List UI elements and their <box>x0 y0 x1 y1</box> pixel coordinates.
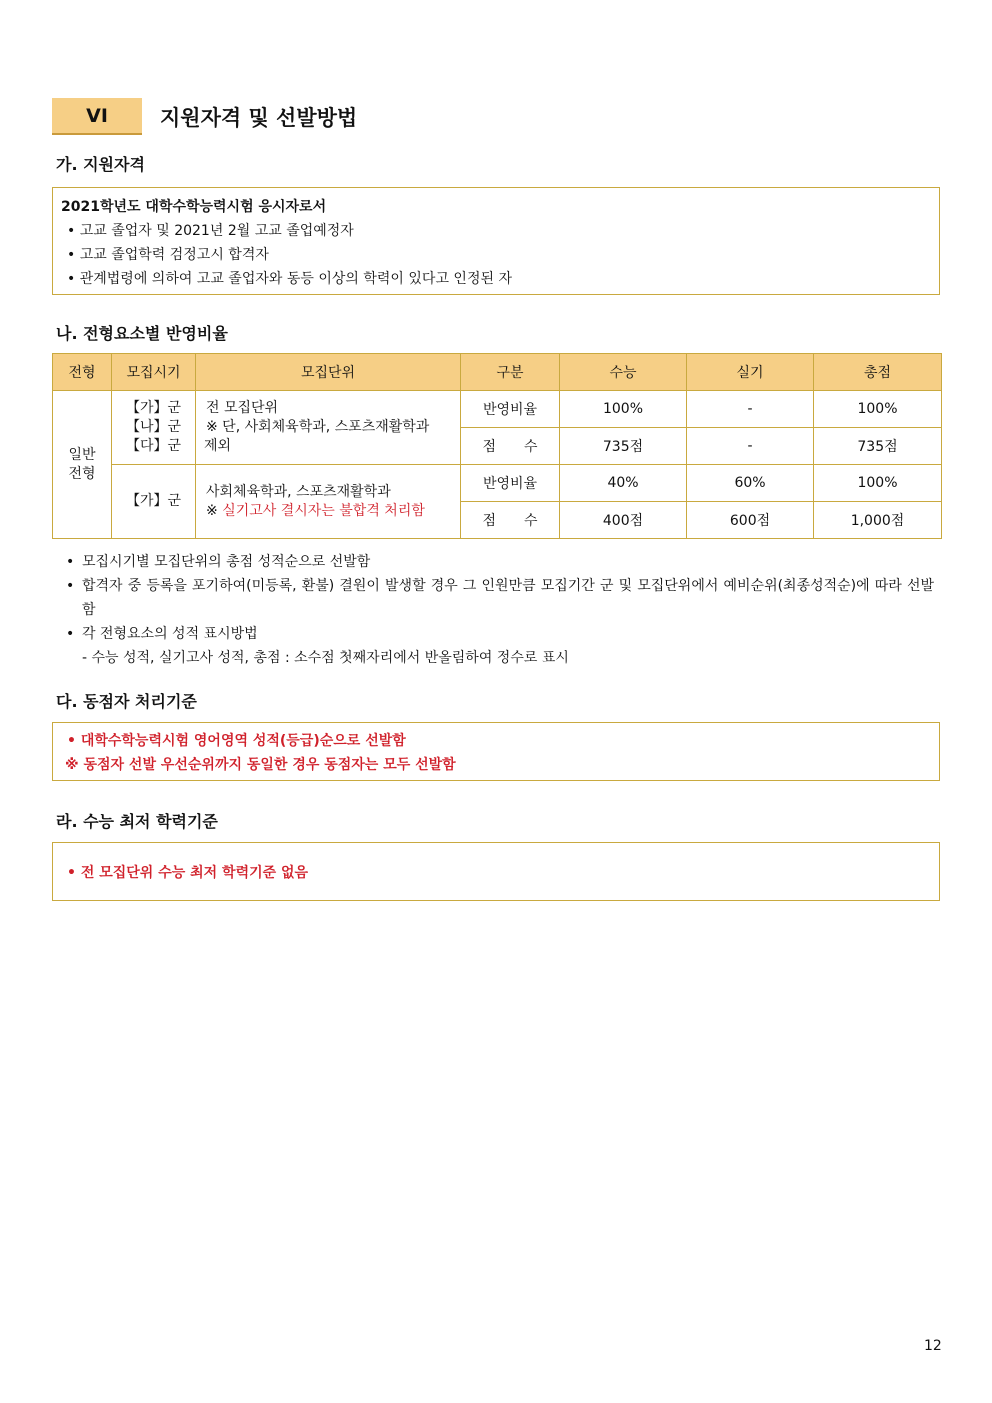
minimum-box <box>52 842 940 901</box>
recruit-period-cell: 【가】군 【나】군 【다】군 <box>112 391 196 465</box>
note-item: • 각 전형요소의 성적 표시방법 <box>66 626 258 642</box>
absence-warning: 실기고사 결시자는 불합격 처리함 <box>222 502 425 519</box>
table-row <box>53 391 942 428</box>
tie-heading: 다. 동점자 처리기준 <box>56 692 197 711</box>
minimum-rule: • 전 모집단위 수능 최저 학력기준 없음 <box>67 865 309 881</box>
recruit-period-cell: 【가】군 <box>112 465 196 539</box>
silgi-cell: - <box>687 428 814 465</box>
total-cell: 100% <box>814 391 942 428</box>
suneung-cell: 735점 <box>560 428 687 465</box>
suneung-cell: 400점 <box>560 502 687 539</box>
eligibility-item: • 고교 졸업자 및 2021년 2월 고교 졸업예정자 <box>67 223 354 239</box>
column-header: 전형 <box>53 354 112 391</box>
note-item: • 모집시기별 모집단위의 총점 성적순으로 선발함 <box>66 554 371 570</box>
category-cell: 점 수 <box>461 428 560 465</box>
eligibility-item: • 고교 졸업학력 검정고시 합격자 <box>67 247 269 263</box>
ratio-heading: 나. 전형요소별 반영비율 <box>56 324 228 343</box>
column-header: 실기 <box>687 354 814 391</box>
silgi-cell: 60% <box>687 465 814 502</box>
table-row <box>53 465 942 502</box>
eligibility-box <box>52 187 940 295</box>
section-title: 지원자격 및 선발방법 <box>160 105 358 130</box>
minimum-heading: 라. 수능 최저 학력기준 <box>56 812 218 831</box>
column-header: 모집시기 <box>112 354 196 391</box>
silgi-cell: - <box>687 391 814 428</box>
category-cell: 점 수 <box>461 502 560 539</box>
admission-type-cell: 일반 전형 <box>53 391 112 539</box>
total-cell: 1,000점 <box>814 502 942 539</box>
tie-note: ※ 동점자 선발 우선순위까지 동일한 경우 동점자는 모두 선발함 <box>65 757 456 773</box>
eligibility-item: • 관계법령에 의하여 고교 졸업자와 동등 이상의 학력이 있다고 인정된 자 <box>67 271 512 287</box>
tie-box <box>52 722 940 781</box>
table-header-row <box>53 354 942 391</box>
note-sub-item: - 수능 성적, 실기고사 성적, 총점 : 소수점 첫째자리에서 반올림하여 정수로 표시 <box>82 650 569 666</box>
column-header: 모집단위 <box>196 354 461 391</box>
eligibility-heading: 가. 지원자격 <box>56 155 145 174</box>
silgi-cell: 600점 <box>687 502 814 539</box>
ratio-notes <box>64 550 934 670</box>
category-cell: 반영비율 <box>461 465 560 502</box>
category-cell: 반영비율 <box>461 391 560 428</box>
suneung-cell: 100% <box>560 391 687 428</box>
recruit-unit-cell: 사회체육학과, 스포츠재활학과 ※ 실기고사 결시자는 불합격 처리함 <box>196 465 461 539</box>
suneung-cell: 40% <box>560 465 687 502</box>
total-cell: 735점 <box>814 428 942 465</box>
column-header: 총점 <box>814 354 942 391</box>
total-cell: 100% <box>814 465 942 502</box>
section-header <box>52 98 357 135</box>
section-number-badge: VI <box>52 98 142 135</box>
column-header: 수능 <box>560 354 687 391</box>
ratio-table <box>52 353 942 539</box>
eligibility-intro: 2021학년도 대학수학능력시험 응시자로서 <box>61 199 327 215</box>
note-item: • 합격자 중 등록을 포기하여(미등록, 환불) 결원이 발생할 경우 그 인원만큼 모집기간 군 및 모집단위에서 예비순위(최종성적순)에 따라 선발함 <box>66 578 934 618</box>
recruit-unit-cell: 전 모집단위 ※ 단, 사회체육학과, 스포츠재활학과 제외 <box>196 391 461 465</box>
column-header: 구분 <box>461 354 560 391</box>
tie-rule: • 대학수학능력시험 영어영역 성적(등급)순으로 선발함 <box>67 733 406 749</box>
page-number: 12 <box>924 1338 942 1354</box>
